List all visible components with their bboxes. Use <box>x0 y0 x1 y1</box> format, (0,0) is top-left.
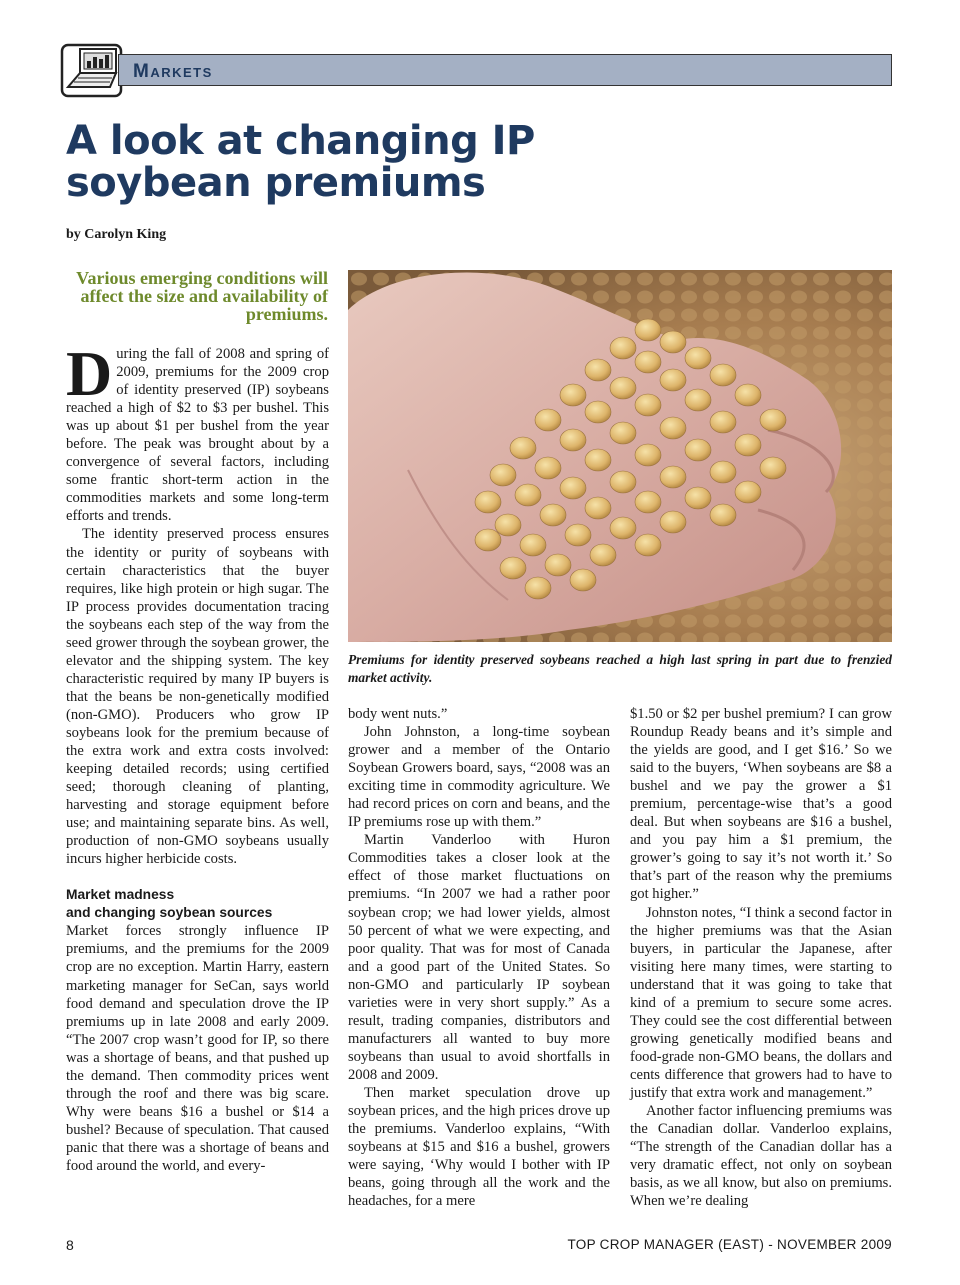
soybeans-in-hand-photo <box>348 270 892 642</box>
column-1 <box>66 338 329 1175</box>
paragraph: The identity preserved process ensures the identity or purity of soybeans with certain characteristics that the buyer requires, like high protein or high sugar. The IP process provides documentation tracing the soybeans each step of the way from the seed grower through the soybean grower, the elevator and the shipping system. The key characteristic required by many IP buyers is that the beans be non-genetically modified (non-GMO). Producers who grow IP soybeans look for the premium because of the extra work and extra costs involved: keeping detailed records; using certified seed; thorough cleaning of planting, harvesting and storage equipment before use; and maintaining separate bins. As well, production of non-GMO soybeans usually incurs higher herbicide costs. <box>66 526 329 868</box>
publication-footer: TOP CROP MANAGER (EAST) - NOVEMBER 2009 <box>567 1237 892 1252</box>
deck-subtitle: Various emerging conditions will affect the size and availability of premiums. <box>76 268 328 324</box>
paragraph: Market forces strongly influence IP premiums, and the premiums for the 2009 crop are no exception. Martin Harry, eastern marketing manager for SeCan, says world food demand and speculation drove the IP premiums up in late 2008 and early 2009. “The 2007 crop wasn’t good for IP, so there was a shortage of beans, and that pushed up the demand. Then commodity prices went through the roof and there was big scare. Why were beans $16 a bushel or $14 a bushel? Because of speculation. That caused panic that there was a shortage of beans and food around the world, and every- <box>66 923 329 1174</box>
paragraph: $1.50 or $2 per bushel premium? I can grow Roundup Ready beans and it’s simple and the yields are good, and I get $16.’ So we said to the buyers, ‘When soybeans are $8 a bushel and we pay the grower a $1 premium, percentage-wise that’s a good deal. But when soybeans are $16 a bushel, and you pay him a $1 premium, the grower’s going to say it’s not worth it.’ So that’s part of the reason why the premiums got higher.” <box>630 706 892 903</box>
paragraph: Johnston notes, “I think a second factor in the higher premiums was that the Asian buyers, in particular the Japanese, after visiting here many times, were starting to understand that it was going to take that kind of a premium to secure some acres. They could see the cost differential between growing genetically modified beans and food-grade non-GMO beans, the dollars and cents difference that growers had to have to justify that extra work and management.” <box>630 904 892 1101</box>
column-3 <box>630 705 892 1210</box>
paragraph: Another factor influencing premiums was the Canadian dollar. Vanderloo explains, “The strength of the Canadian dollar has a very dramatic effect, not only on soybean basis, as we all know, but also on premiums. When we’re dealing <box>630 1103 892 1210</box>
drop-cap: D <box>66 338 113 409</box>
photo-caption: Premiums for identity preserved soybeans reached a high last spring in part due to frenzied market activity. <box>348 652 892 685</box>
section-header-bar <box>118 54 892 86</box>
page-number: 8 <box>66 1237 74 1253</box>
laptop-chart-icon <box>60 43 123 98</box>
column-2 <box>348 705 610 1210</box>
byline: by Carolyn King <box>66 227 167 242</box>
paragraph: Martin Vanderloo with Huron Commodities takes a closer look at the effect of those market fluctuations on premiums. “In 2007 we had a rather poor soybean crop; we had lower yields, almost 50 percent of what we were expecting, and poor quality. That was for most of Canada and a good part of the United States. So non-GMO and particularly IP soybean varieties were in very short supply.” As a result, trading companies, distributors and manufacturers all wanted to buy more soybeans than usual to avoid shortfalls in 2008 and 2009. <box>348 832 610 1083</box>
article-title: A look at changing IP soybean premiums <box>66 118 535 206</box>
paragraph: John Johnston, a long-time soybean grower and a member of the Ontario Soybean Growers board, says, “2008 was an exciting time in commodity agriculture. We had record prices on corn and beans, and the IP premiums rose up with them.” <box>348 724 610 831</box>
paragraph: During the fall of 2008 and spring of 2009, premiums for the 2009 crop of identity preserved (IP) soybeans reached a high of $2 to $3 per bushel. This was up about $1 per bushel from the year before. The peak was brought about by a convergence of several factors, including some frantic short-term action in the commodities markets and some long-term efforts and trends. <box>66 338 329 525</box>
paragraph: body went nuts.” <box>348 706 448 722</box>
section-label: Markets <box>133 61 213 82</box>
paragraph: Then market speculation drove up soybean prices, and the high prices drove up the premiums. Vanderloo explains, “With soybeans at $15 and $16 a bushel, growers were saying, ‘Why would I bother with IP beans, going through all the work and the headaches, for a mere <box>348 1084 610 1210</box>
subheading: Market madness and changing soybean sources <box>66 887 273 921</box>
